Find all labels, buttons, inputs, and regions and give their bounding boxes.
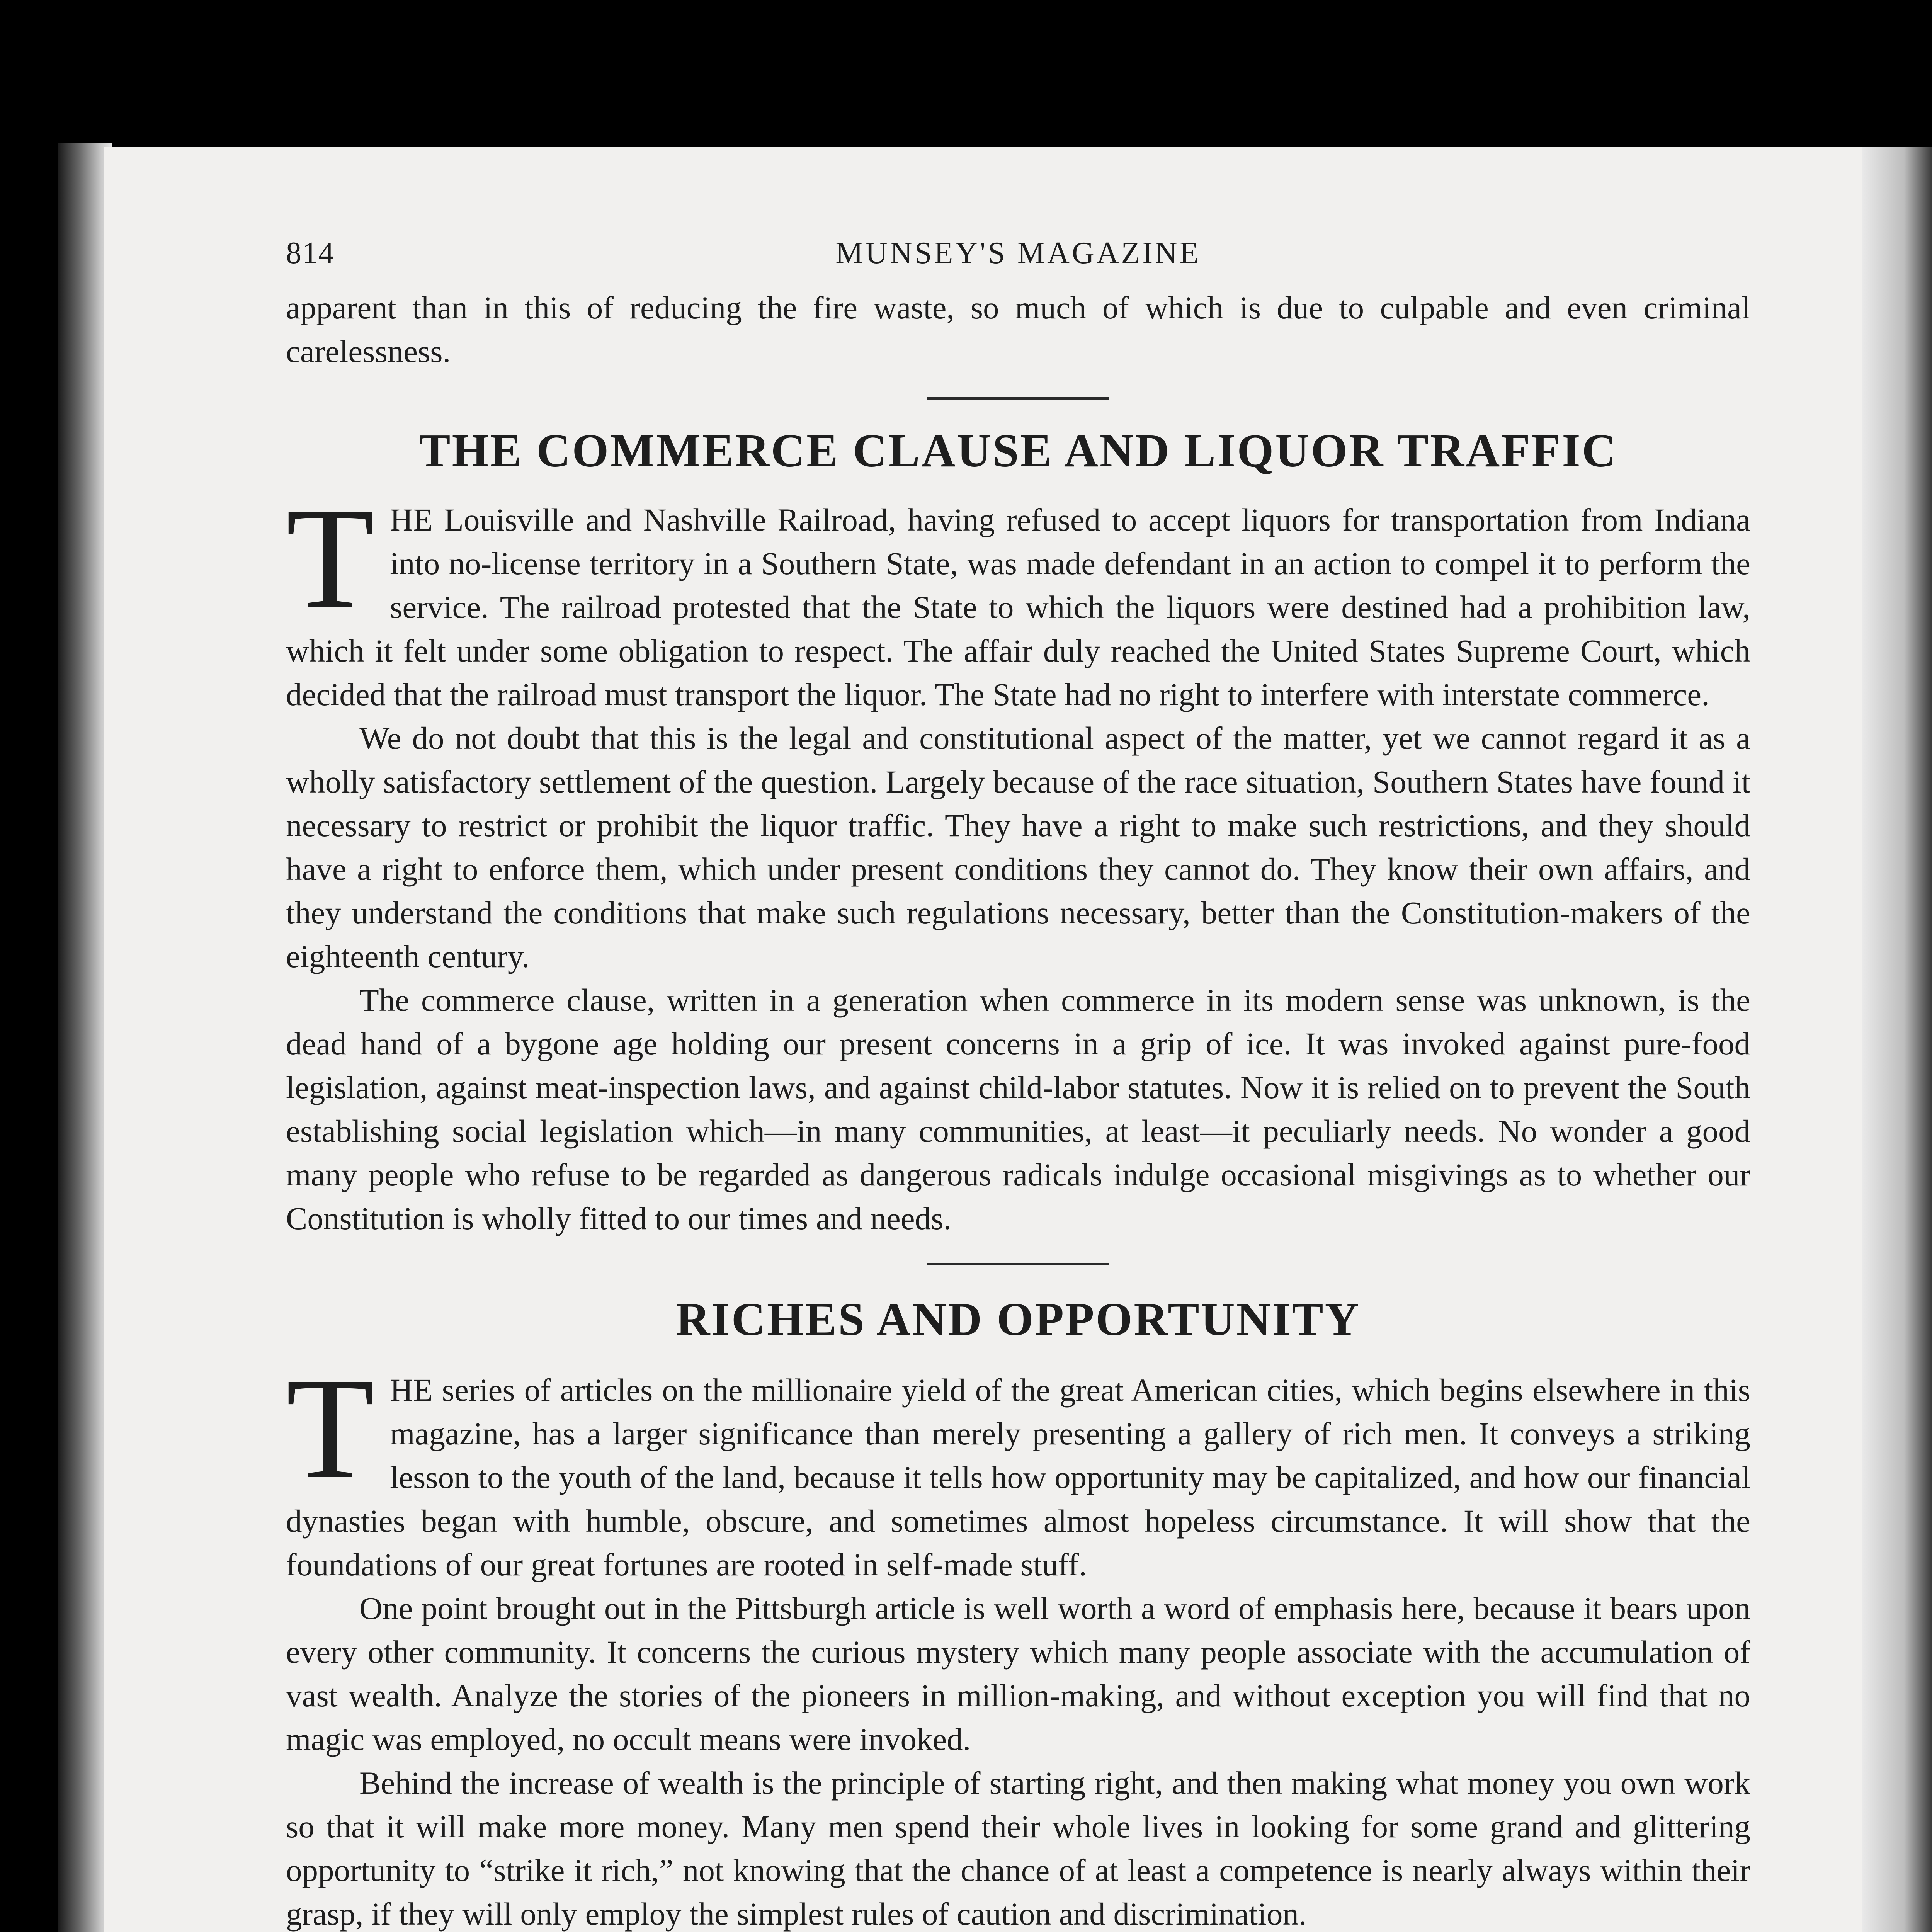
drop-cap: T xyxy=(286,478,375,638)
article-title-riches: RICHES AND OPPORTUNITY xyxy=(676,1293,1361,1345)
section-divider xyxy=(927,397,1109,400)
page-content xyxy=(286,236,1750,1932)
article-title-commerce-clause: THE COMMERCE CLAUSE AND LIQUOR TRAFFIC xyxy=(419,425,1617,477)
article1-paragraph: We do not doubt that this is the legal and constitutional aspect of the matter, yet we cannot regard it as a wholly satisfactory settlement of the question. Largely because of the race situation, Southern States have found it necessary to restrict or prohibit the liquor traffic. They have a right to make such restrictions, and they should have a right to enforce them, which under present conditions they cannot do. They know their own affairs, and they understand the conditions that make such regulations necessary, better than the Constitution-makers of the eighteenth century. xyxy=(286,720,1750,974)
article1-paragraph: The commerce clause, written in a generation when commerce in its modern sense was unknown, is the dead hand of a bygone age holding our present concerns in a grip of ice. It was invoked against pure-food legislation, against meat-inspection laws, and against child-labor statutes. Now it is relied on to prevent the South establishing social legislation which—in many communities, at least—it peculiarly needs. No wonder a good many people who refuse to be regarded as dangerous radicals indulge occasional misgivings as to whether our Constitution is wholly fitted to our times and needs. xyxy=(286,982,1750,1236)
article2-paragraph: Behind the increase of wealth is the principle of starting right, and then making what money you own work so that it will make more money. Many men spend their whole lives in looking for some grand and glittering opportunity to “strike it rich,” not knowing that the chance of at least a competence is nearly always within their grasp, if they will only employ the simplest rules of caution and discrimination. xyxy=(286,1765,1750,1932)
article2-paragraph: One point brought out in the Pittsburgh article is well worth a word of emphasis here, because it bears upon every other community. It concerns the curious mystery which many people associate with the accumulation of vast wealth. Analyze the stories of the pioneers in million-making, and without exception you will find that no magic was employed, no occult means were invoked. xyxy=(286,1590,1750,1757)
article-riches-and-opportunity xyxy=(286,1348,1750,1932)
page-edge xyxy=(1862,147,1932,1932)
running-head xyxy=(286,236,1750,286)
section-divider xyxy=(927,1263,1109,1265)
intro-paragraph: apparent than in this of reducing the fire waste, so much of which is due to culpable and even criminal carelessness. xyxy=(286,290,1750,369)
article1-paragraph: HE Louisville and Nashville Railroad, having refused to accept liquors for transportation from Indiana into no-license territory in a Southern State, was made defendant in an action to compel it to perform the service. The railroad protested that the State to which the liquors were destined had a prohibition law, which it felt under some obligation to respect. The affair duly reached the United States Supreme Court, which decided that the railroad must transport the liquor. The State had no right to interfere with interstate commerce. xyxy=(286,502,1750,712)
article-commerce-clause xyxy=(286,478,1750,1240)
drop-cap: T xyxy=(286,1348,375,1509)
page-number: 814 xyxy=(286,236,335,270)
article2-paragraph: HE series of articles on the millionaire yield of the great American cities, which begins elsewhere in this magazine, has a larger significance than merely presenting a gallery of rich men. It conveys a striking lesson to the youth of the land, because it tells how opportunity may be capitalized, and how our financial dynasties began with humble, obscure, and sometimes almost hopeless circumstance. It will show that the foundations of our great fortunes are rooted in self-made stuff. xyxy=(286,1372,1750,1582)
magazine-title: MUNSEY'S MAGAZINE xyxy=(835,236,1201,270)
book-spine xyxy=(58,143,112,1932)
